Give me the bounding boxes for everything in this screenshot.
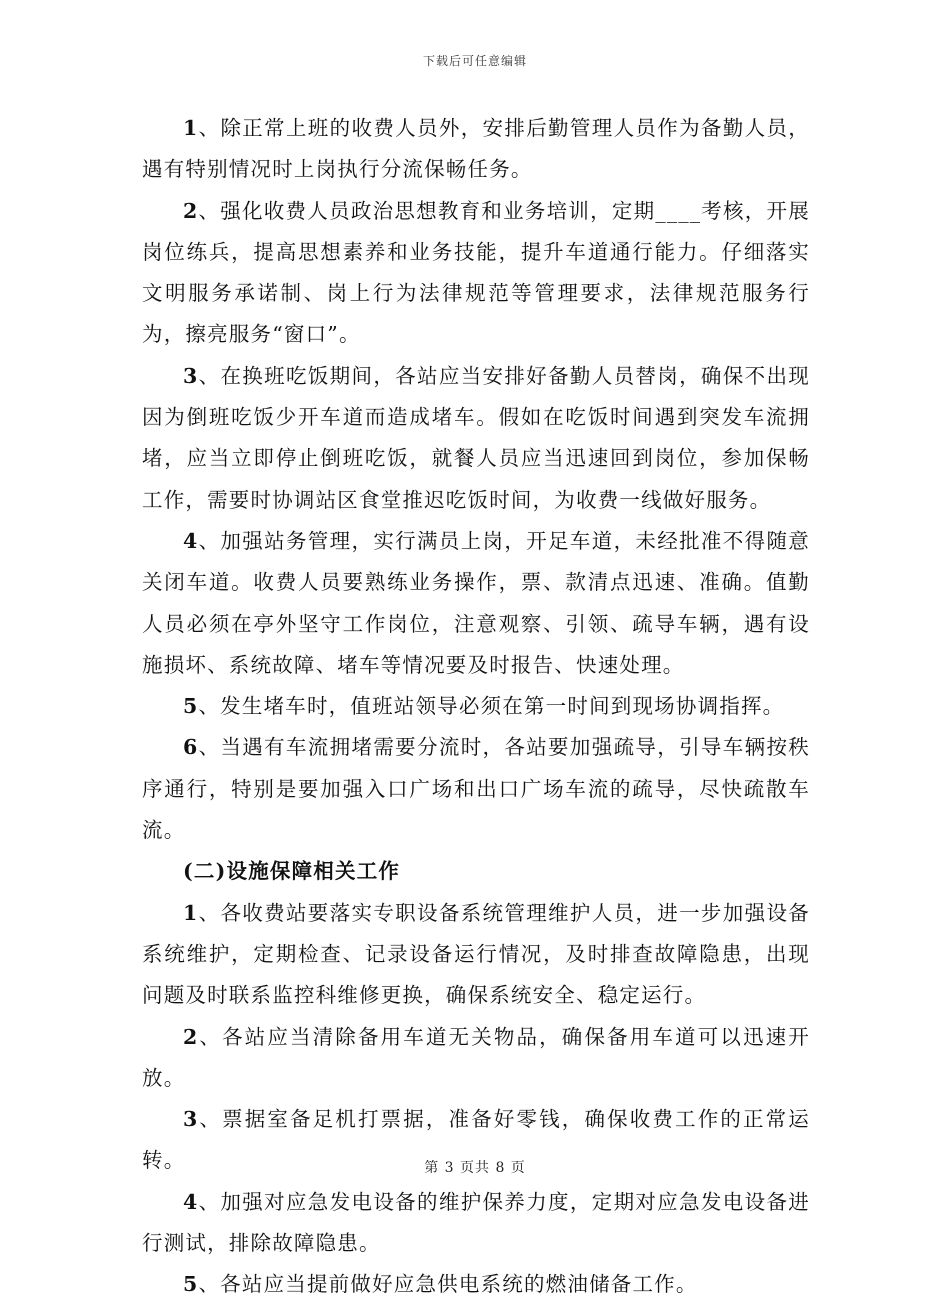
paragraph-staff-6	[142, 727, 810, 851]
paragraph-text: 、票据室备足机打票据，准备好零钱，确保收费工作的正常运转。	[142, 1107, 810, 1173]
paragraph-text: 、加强对应急发电设备的维护保养力度，定期对应急发电设备进行测试，排除故障隐患。	[142, 1189, 810, 1256]
paragraph-facility-5	[142, 1264, 810, 1305]
paragraph-facility-1	[142, 893, 810, 1017]
paragraph-text: 、各收费站要落实专职设备系统管理维护人员，进一步加强设备系统维护，定期检查、记录设备运行情况，及时排查故障隐患，出现问题及时联系监控科维修更换，确保系统安全、稳定运行。	[142, 900, 810, 1008]
paragraph-text: 、除正常上班的收费人员外，安排后勤管理人员作为备勤人员，遇有特别情况时上岗执行分流保畅任务。	[142, 116, 810, 182]
paragraph-text: 、各站应当提前做好应急供电系统的燃油储备工作。	[198, 1272, 698, 1297]
paragraph-number: 3	[183, 1107, 199, 1132]
paragraph-facility-4	[142, 1182, 810, 1265]
paragraph-number: 3	[183, 363, 199, 388]
paragraph-text: 、各站应当清除备用车道无关物品，确保备用车道可以迅速开放。	[142, 1024, 810, 1090]
paragraph-number: 1	[183, 900, 199, 925]
paragraph-staff-2	[142, 191, 810, 356]
paragraph-number: 5	[183, 1272, 199, 1297]
document-body	[142, 108, 810, 1306]
section-heading: (二)设施保障相关工作	[183, 859, 401, 884]
paragraph-text: 、在换班吃饭期间，各站应当安排好备勤人员替岗，确保不出现因为倒班吃饭少开车道而造成堵车。假如在吃饭时间遇到突发车流拥堵，应当立即停止倒班吃饭，就餐人员应当迅速回到岗位，参加保畅工作，需要时协调站区食堂推迟吃饭时间，为收费一线做好服务。	[142, 363, 810, 512]
paragraph-number: 4	[183, 528, 199, 553]
paragraph-staff-1	[142, 108, 810, 191]
paragraph-text: 、加强站务管理，实行满员上岗，开足车道，未经批准不得随意关闭车道。收费人员要熟练业务操作，票、款清点迅速、准确。值勤人员必须在亭外坚守工作岗位，注意观察、引领、疏导车辆，遇有设施损坏、系统故障、堵车等情况要及时报告、快速处理。	[142, 528, 810, 677]
paragraph-text: 、当遇有车流拥堵需要分流时，各站要加强疏导，引导车辆按秩序通行，特别是要加强入口广场和出口广场车流的疏导，尽快疏散车流。	[142, 735, 810, 843]
paragraph-staff-3	[142, 356, 810, 521]
page-header: 下载后可任意编辑	[422, 54, 527, 68]
paragraph-number: 2	[183, 1024, 199, 1049]
paragraph-number: 5	[183, 694, 199, 719]
paragraph-number: 2	[183, 198, 199, 223]
paragraph-staff-5	[142, 686, 810, 727]
paragraph-facility-2	[142, 1017, 810, 1100]
paragraph-text: 、强化收费人员政治思想教育和业务培训，定期____考核，开展岗位练兵，提高思想素养和业务技能，提升车道通行能力。仔细落实文明服务承诺制、岗上行为法律规范等管理要求，法律规范服务行为，擦亮服务“窗口”。	[142, 198, 810, 347]
paragraph-number: 6	[183, 735, 199, 760]
page-footer: 第 3 页共 8 页	[424, 1160, 526, 1176]
paragraph-staff-4	[142, 521, 810, 686]
paragraph-number: 1	[183, 116, 199, 140]
paragraph-text: 、发生堵车时，值班站领导必须在第一时间到现场协调指挥。	[198, 694, 785, 719]
paragraph-number: 4	[183, 1189, 199, 1214]
